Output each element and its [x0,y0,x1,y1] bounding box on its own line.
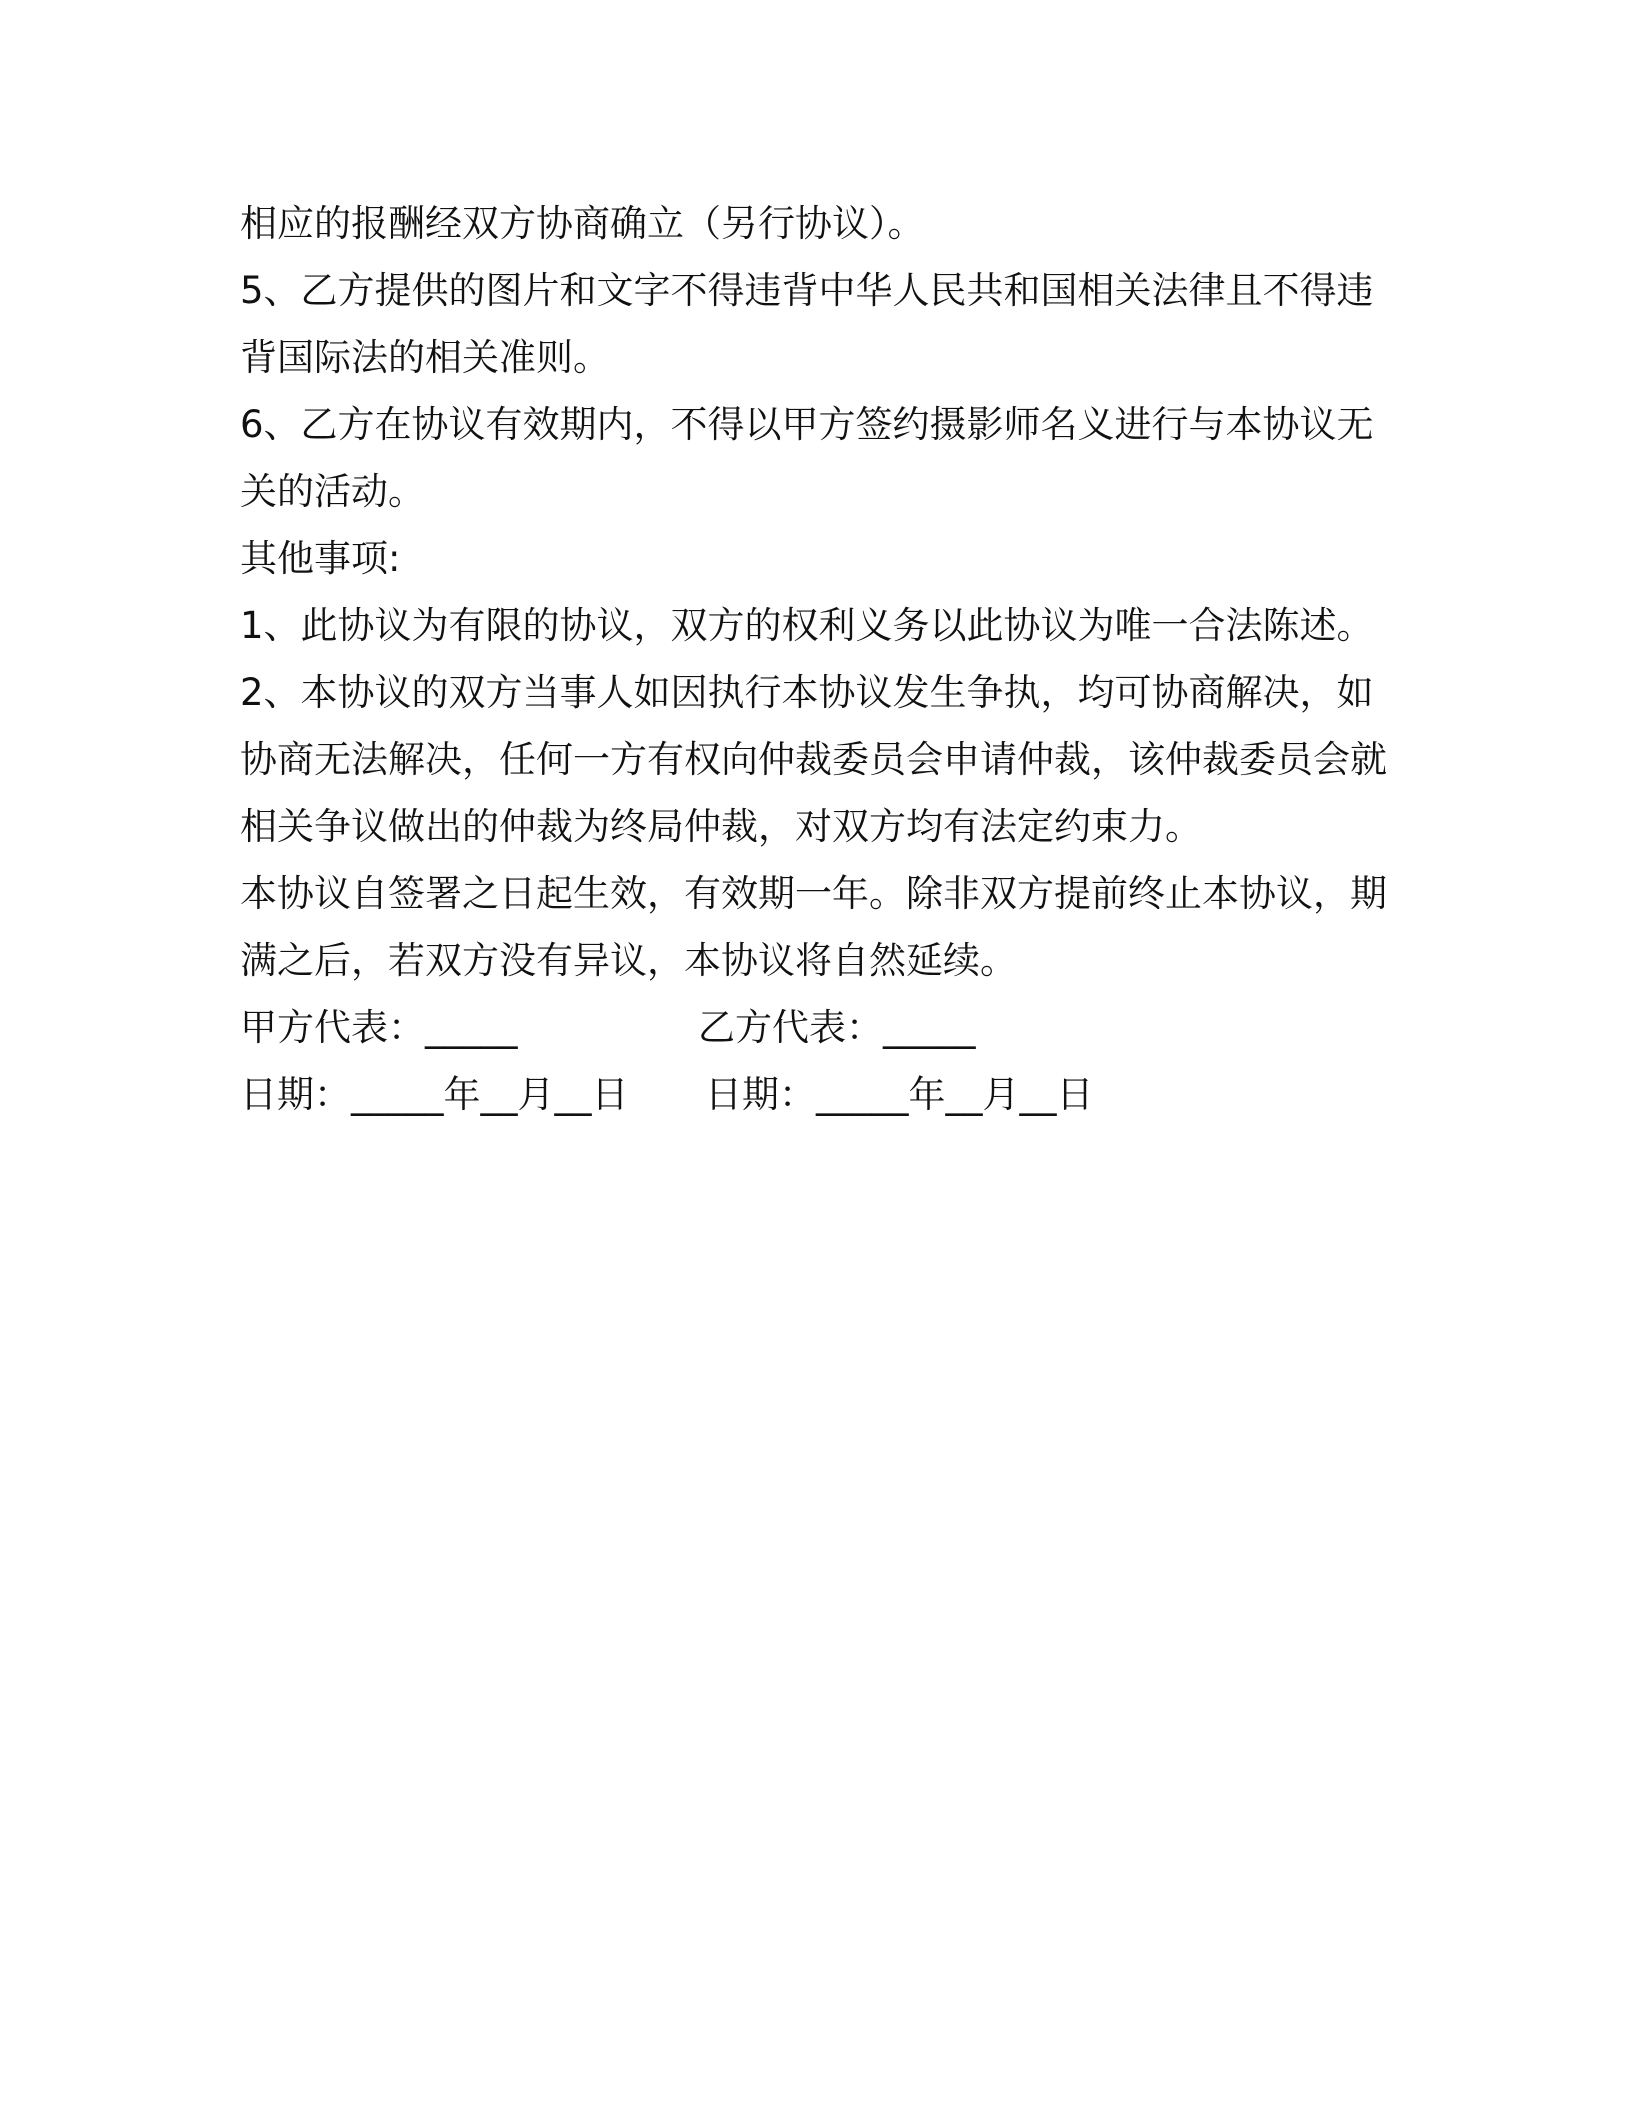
clause-6-line-2: 关的活动。 [240,470,425,513]
party-a-representative: 甲方代表：_____ [240,1006,518,1049]
party-a-date: 日期：_____年__月__日 [240,1073,629,1116]
party-b-representative: 乙方代表：_____ [698,1006,976,1049]
other-matters-heading: 其他事项: [240,537,401,580]
signature-dates-row [240,1061,1400,1128]
clause-5-line-2: 背国际法的相关准则。 [240,336,610,379]
signature-representatives-row [240,994,1400,1061]
document-body [240,190,1400,1128]
other-clause-2-line-3: 相关争议做出的仲裁为终局仲裁，对双方均有法定约束力。 [240,805,1202,848]
effective-term-line-2: 满之后，若双方没有异议，本协议将自然延续。 [240,939,1017,982]
other-clause-2-line-1: 2、本协议的双方当事人如因执行本协议发生争执，均可协商解决，如 [240,671,1374,714]
clause-6-line-1: 6、乙方在协议有效期内，不得以甲方签约摄影师名义进行与本协议无 [240,403,1374,446]
clause-5-line-1: 5、乙方提供的图片和文字不得违背中华人民共和国相关法律且不得违 [240,269,1374,312]
text-line: 相应的报酬经双方协商确立（另行协议）。 [240,202,925,245]
party-b-date: 日期：_____年__月__日 [705,1073,1094,1116]
other-clause-2-line-2: 协商无法解决，任何一方有权向仲裁委员会申请仲裁，该仲裁委员会就 [240,738,1387,781]
other-clause-1: 1、此协议为有限的协议，双方的权利义务以此协议为唯一合法陈述。 [240,604,1374,647]
effective-term-line-1: 本协议自签署之日起生效，有效期一年。除非双方提前终止本协议，期 [240,872,1387,915]
